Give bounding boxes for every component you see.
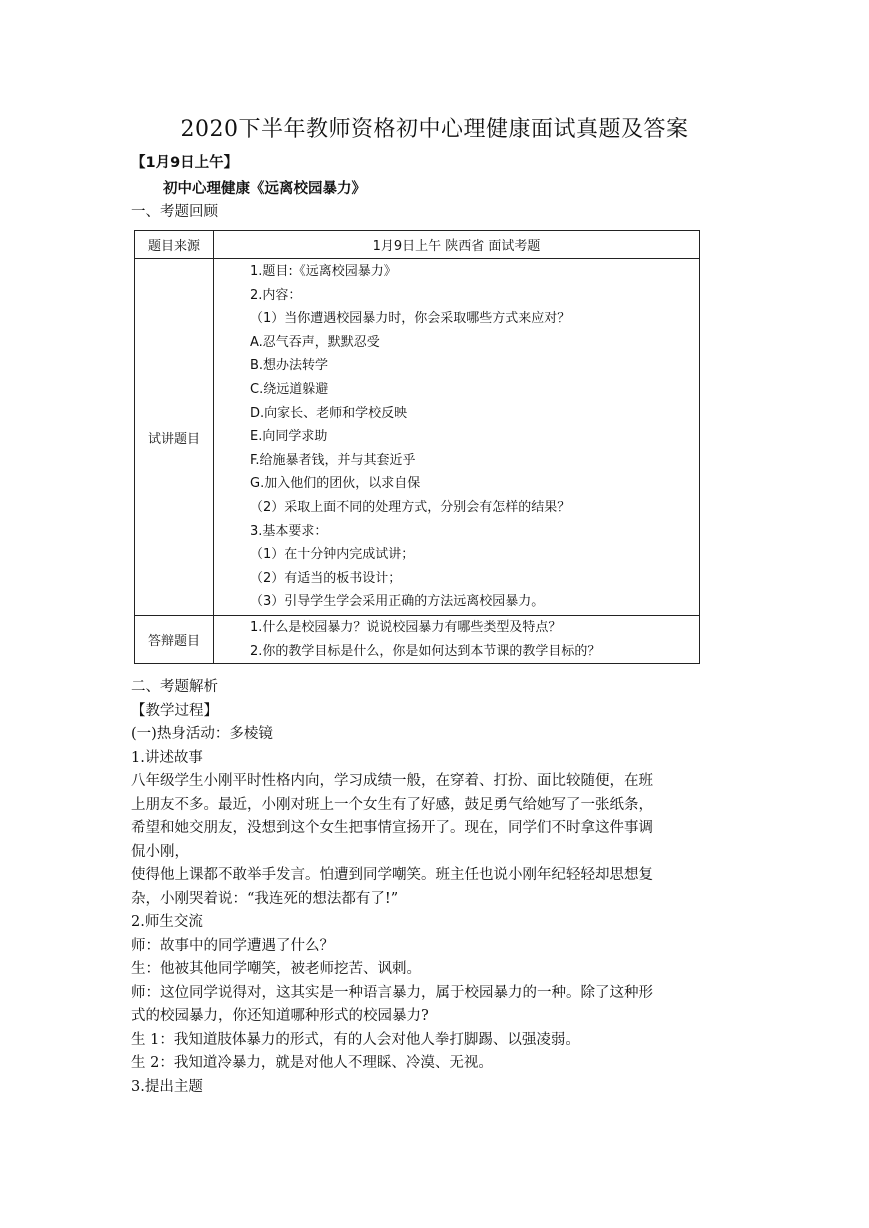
date-heading: 【1月9日上午】 [131,155,239,171]
dialogue-line: 生 2：我知道冷暴力，就是对他人不理睬、冷漠、无视。 [131,1055,493,1071]
trial-item: C.绕远道躲避 [250,382,329,398]
story-line: 杂，小刚哭着说：“我连死的想法都有了!” [131,890,399,907]
defense-content [214,616,700,664]
table-row [135,616,700,664]
exam-question-table [134,230,700,664]
trial-item: B.想办法转学 [250,358,329,374]
story-line: 侃小刚， [131,843,189,860]
story-line: 使得他上课都不敢举手发言。怕遭到同学嘲笑。班主任也说小刚年纪轻轻却思想复 [131,867,653,883]
trial-item: D.向家长、老师和学校反映 [250,405,408,421]
dialogue-line: 式的校园暴力，你还知道哪种形式的校园暴力? [131,1008,429,1024]
lesson-subtitle: 初中心理健康《远离校园暴力》 [163,181,366,197]
source-label: 题目来源 [135,231,214,259]
section1-heading: 一、考题回顾 [131,204,218,220]
table-row [135,231,700,259]
dialogue-line: 生 1：我知道肢体暴力的形式，有的人会对他人拳打脚踢、以强凌弱。 [131,1031,580,1048]
section2-heading: 二、考题解析 [131,679,218,695]
dialogue-line: 师：故事中的同学遭遇了什么？ [131,937,334,954]
story-line: 上朋友不多。最近，小刚对班上一个女生有了好感，鼓足勇气给她写了一张纸条， [131,796,653,813]
document-title: 2020下半年教师资格初中心理健康面试真题及答案 [180,117,689,142]
trial-label: 试讲题目 [135,259,214,616]
trial-item: A.忍气吞声，默默忍受 [250,334,380,350]
analysis-section [131,676,741,1099]
source-value: 1月9日上午 陕西省 面试考题 [214,231,700,259]
story-line: 希望和她交朋友，没想到这个女生把事情宣扬开了。现在，同学们不时拿这件事调 [131,820,653,836]
trial-content [214,259,700,616]
story-line: 八年级学生小刚平时性格内向，学习成绩一般，在穿着、打扮、面比较随便，在班 [131,773,653,789]
defense-label: 答辩题目 [135,616,214,664]
step2-heading: 2.师生交流 [131,914,203,930]
process-heading: 【教学过程】 [131,702,218,719]
defense-item: 1.什么是校园暴力？说说校园暴力有哪些类型及特点？ [250,620,562,635]
table-row [135,259,700,616]
defense-item: 2.你的教学目标是什么，你是如何达到本节课的教学目标的？ [250,643,601,659]
trial-item: 1.题目:《远离校园暴力》 [250,264,397,280]
trial-item: F.给施暴者钱，并与其套近乎 [250,452,416,468]
step1-heading: 1.讲述故事 [131,749,203,766]
dialogue-line: 生：他被其他同学嘲笑，被老师挖苦、讽刺。 [131,961,421,977]
trial-item: （2）采取上面不同的处理方式，分别会有怎样的结果？ [250,499,571,515]
trial-item: （3）引导学生学会采用正确的方法远离校园暴力。 [250,594,545,610]
trial-item: （1）当你遭遇校园暴力时，你会采取哪些方式来应对？ [250,311,571,327]
warmup-heading: (一)热身活动：多棱镜 [131,726,273,742]
trial-item: （2）有适当的板书设计； [250,570,402,586]
trial-item: （1）在十分钟内完成试讲； [250,547,415,563]
step3-heading: 3.提出主题 [131,1078,203,1095]
trial-item: 2.内容： [250,287,302,303]
dialogue-line: 师：这位同学说得对，这其实是一种语言暴力，属于校园暴力的一种。除了这种形 [131,984,653,1001]
trial-item: E.向同学求助 [250,429,328,445]
trial-item: 3.基本要求： [250,523,328,539]
trial-item: G.加入他们的团伙，以求自保 [250,476,421,492]
